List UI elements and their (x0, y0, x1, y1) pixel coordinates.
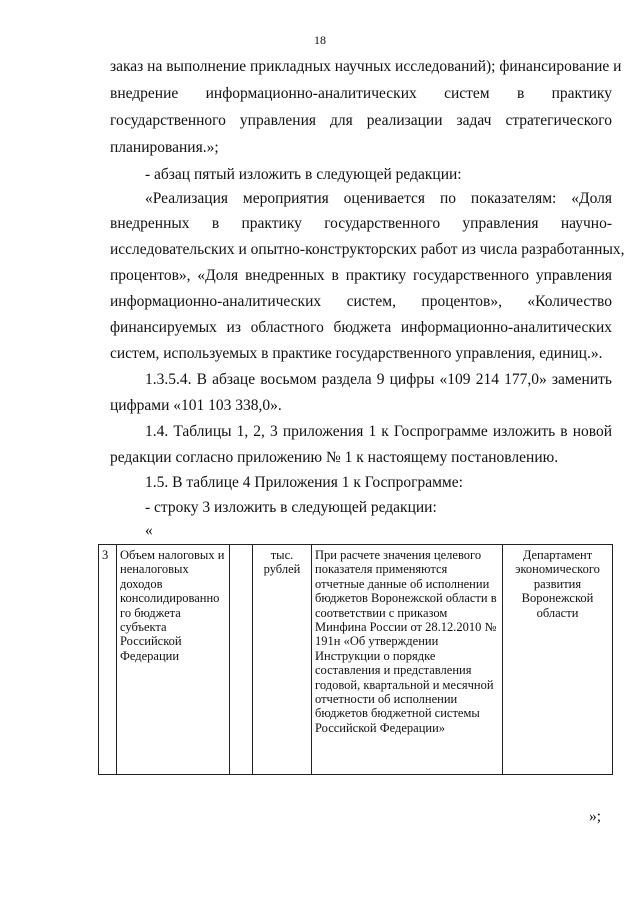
paragraph-line: цифрами «101 103 338,0». (110, 397, 282, 414)
paragraph-line: внедренных в практику государственного управления научно- (110, 215, 612, 232)
responsible-cell: Департамент экономического развития Воронежской области (503, 545, 613, 775)
opening-quote: « (145, 522, 153, 539)
paragraph-line: 1.5. В таблице 4 Приложения 1 к Госпрограмме: (145, 474, 463, 491)
paragraph-line: исследовательских и опытно-конструкторских работ из числа разработанных, (110, 241, 625, 258)
paragraph-line: процентов», «Доля внедренных в практику государственного управления (110, 267, 612, 284)
paragraph-line: «Реализация мероприятия оценивается по показателям: «Доля (145, 190, 612, 207)
paragraph-line: заказ на выполнение прикладных научных исследований); финансирование и (110, 58, 622, 75)
method-cell: При расчете значения целевого показателя применяются отчетные данные об исполнении бюджетов Воронежской области в соответствии с приказом Минфина России от 28.12.2010 № 191н «Об утверждении Инструкции о порядке составления и представления годовой, квартальной и месячной отчетности об исполнении бюджетов бюджетной системы Российской Федерации» (312, 545, 503, 775)
paragraph-line: - абзац пятый изложить в следующей редакции: (145, 166, 462, 183)
paragraph-line: - строку 3 изложить в следующей редакции: (145, 499, 437, 516)
closing-quote: »; (589, 808, 602, 825)
paragraph-line: 1.4. Таблицы 1, 2, 3 приложения 1 к Госпрограмме изложить в новой (145, 423, 612, 440)
paragraph-line: 1.3.5.4. В абзаце восьмом раздела 9 цифры «109 214 177,0» заменить (145, 371, 612, 388)
indicator-table (98, 544, 612, 775)
unit-cell: тыс. рублей (253, 545, 312, 775)
empty-cell (230, 545, 253, 775)
page-number: 18 (314, 33, 326, 47)
indicator-name-cell: Объем налоговых и неналоговых доходов консолидированно го бюджета субъекта Российской Федерации (117, 545, 230, 775)
paragraph-line: информационно-аналитических систем, процентов», «Количество (110, 293, 612, 310)
table-row (99, 545, 613, 775)
paragraph-line: планирования.»; (110, 139, 219, 156)
row-number-cell: 3 (99, 545, 117, 775)
paragraph-line: государственного управления для реализации задач стратегического (110, 112, 612, 129)
paragraph-line: редакции согласно приложению № 1 к настоящему постановлению. (110, 449, 559, 466)
paragraph-line: внедрение информационно-аналитических систем в практику (110, 85, 612, 102)
paragraph-line: финансируемых из областного бюджета информационно-аналитических (110, 319, 612, 336)
paragraph-line: систем, используемых в практике государственного управления, единиц.». (110, 345, 603, 362)
